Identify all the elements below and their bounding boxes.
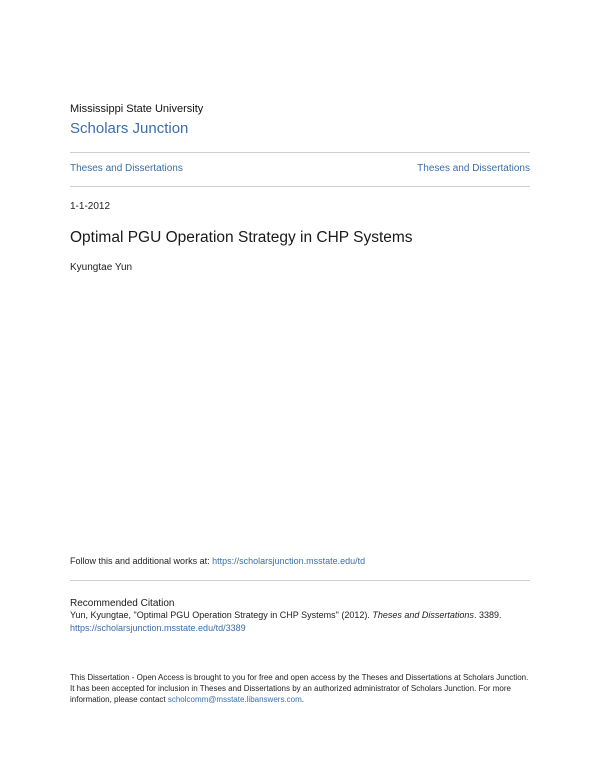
repository-name[interactable]: Scholars Junction: [70, 120, 189, 137]
institution-name: Mississippi State University: [70, 103, 204, 115]
citation-text: [70, 609, 530, 634]
citation-series: Theses and Dissertations: [372, 610, 474, 620]
citation-body: Yun, Kyungtae, "Optimal PGU Operation Strategy in CHP Systems" (2012).: [70, 610, 373, 620]
collection-links: [70, 163, 530, 174]
follow-link[interactable]: https://scholarsjunction.msstate.edu/td: [212, 556, 366, 566]
follow-text: Follow this and additional works at:: [70, 556, 213, 566]
notice-end: .: [301, 695, 305, 705]
notice-text: This Dissertation - Open Access is brought to you for free and open access by the Theses and Dissertations at Scholars Junction. It has been accepted for inclusion in Theses and Dissertations by an authorized administrator of Scholars Junction. For more information, please contact: [70, 673, 529, 705]
citation-number: . 3389.: [473, 610, 502, 620]
divider-top: [70, 152, 530, 153]
follow-works-line: [70, 556, 365, 566]
author-name: Kyungtae Yun: [70, 262, 133, 273]
access-notice: [70, 672, 530, 706]
citation-heading: Recommended Citation: [70, 598, 175, 609]
divider-collections: [70, 186, 530, 187]
citation-link[interactable]: https://scholarsjunction.msstate.edu/td/3389: [70, 622, 246, 633]
collection-link-left[interactable]: Theses and Dissertations: [70, 163, 183, 174]
document-title: Optimal PGU Operation Strategy in CHP Systems: [70, 229, 413, 246]
cover-page: [70, 0, 530, 776]
collection-link-right[interactable]: Theses and Dissertations: [417, 163, 530, 174]
contact-email-link[interactable]: scholcomm@msstate.libanswers.com: [167, 695, 302, 705]
publication-date: 1-1-2012: [70, 201, 111, 212]
divider-citation: [70, 580, 530, 581]
